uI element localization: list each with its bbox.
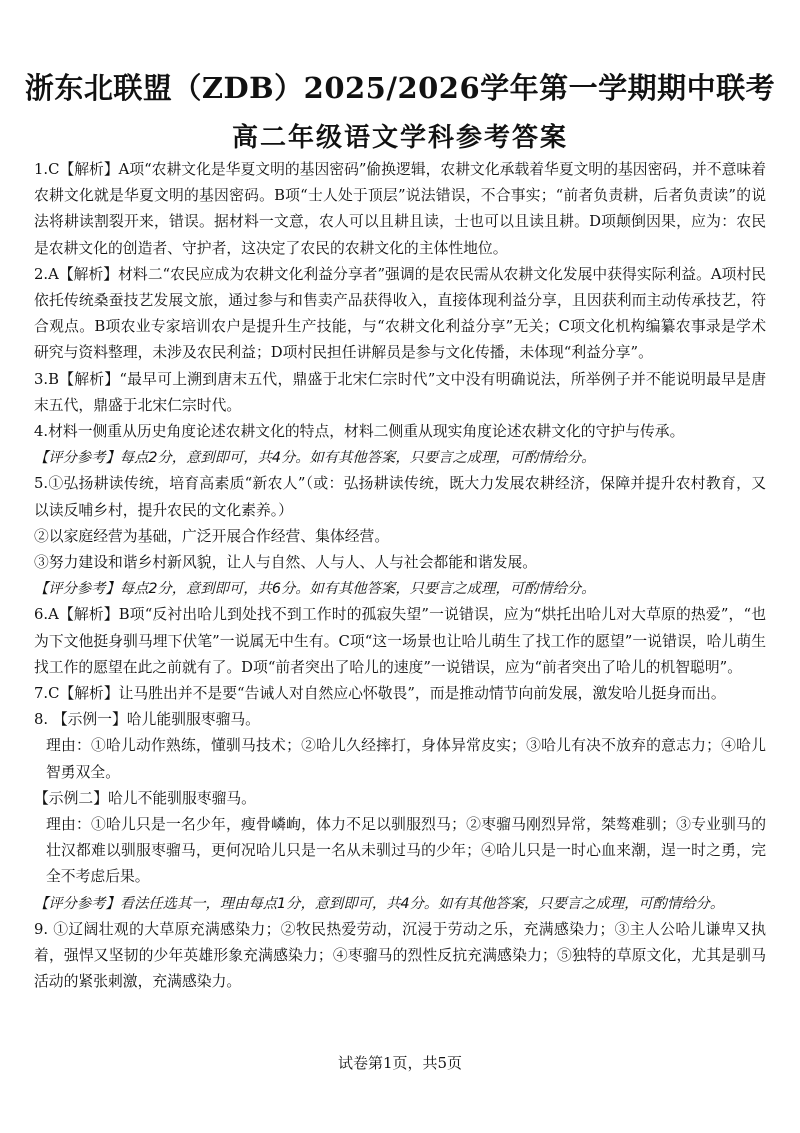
scoring-reference-8: 【评分参考】看法任选其一，理由每点1分，意到即可，共4分。如有其他答案，只要言之成理，可酌情给分。 [34,895,725,912]
page-number: 试卷第1页，共5页 [337,1054,463,1072]
answer-item-8-reason-1: 理由：①哈儿动作熟练，懂驯马技术；②哈儿久经摔打，身体异常皮实；③哈儿有决不放弃的意志力；④哈儿智勇双全。 [46,737,766,781]
answer-item-4: 4.材料一侧重从历史角度论述农耕文化的特点，材料二侧重从现实角度论述农耕文化的守护与传承。 [34,423,685,441]
answer-item-5-point-2: ②以家庭经营为基础，广泛开展合作经营、集体经营。 [34,527,390,545]
answer-item-2: 2.A【解析】材料二“农民应成为农耕文化利益分享者”强调的是农民需从农耕文化发展中获得实际利益。A项村民依托传统桑蚕技艺发展文旅，通过参与和售卖产品获得收入，直接体现利益分享，且因获利而主动传承技艺，符合观点。B项农业专家培训农户是提升生产技能，与“农耕文化利益分享”无关；C项文化机构编纂农事录是学术研究与资料整理，未涉及农民利益；D项村民担任讲解员是参与文化传播，未体现“利益分享”。 [34,265,766,362]
answer-item-8-reason-2: 理由：①哈儿只是一名少年，瘦骨嶙峋，体力不足以驯服烈马；②枣骝马刚烈异常，桀骜难驯；③专业驯马的壮汉都难以驯服枣骝马，更何况哈儿只是一名从未驯过马的少年；④哈儿只是一时心血来潮，逞一时之勇，完全不考虑后果。 [46,816,766,886]
document-subtitle: 高二年级语文学科参考答案 [231,123,568,153]
document-title: 浙东北联盟（ZDB）2025/2026学年第一学期期中联考 [24,71,776,105]
answer-item-1: 1.C【解析】A项“农耕文化是华夏文明的基因密码”偷换逻辑，农耕文化承载着华夏文明的基因密码，并不意味着农耕文化就是华夏文明的基因密码。B项“士人处于顶层”说法错误，不合事实；“前者负责耕，后者负责读”的说法将耕读割裂开来，错误。据材料一文意，农人可以且耕且读，士也可以且读且耕。D项颠倒因果，应为：农民是农耕文化的创造者、守护者，这决定了农民的农耕文化的主体性地位。 [34,161,766,257]
answer-item-9: 9. ①辽阔壮观的大草原充满感染力；②牧民热爱劳动，沉浸于劳动之乐，充满感染力；③主人公哈儿谦卑又执着，强悍又坚韧的少年英雄形象充满感染力；④枣骝马的烈性反抗充满感染力；⑤独特的草原文化，尤其是驯马活动的紧张刺激，充满感染力。 [34,920,766,991]
answer-item-5-point-3: ③努力建设和谐乡村新风貌，让人与自然、人与人、人与社会都能和谐发展。 [34,554,538,572]
answer-item-8-example-2: 【示例二】哈儿不能驯服枣骝马。 [34,789,256,807]
answer-item-8-example-1: 8. 【示例一】哈儿能驯服枣骝马。 [34,711,260,729]
answer-item-5-point-1: 5.①弘扬耕读传统，培育高素质“新农人”（或：弘扬耕读传统，既大力发展农耕经济，保障并提升农村教育，又以读反哺乡村，提升农民的文化素养。） [34,475,766,519]
answer-item-3: 3.B【解析】“最早可上溯到唐末五代，鼎盛于北宋仁宗时代”文中没有明确说法，所举例子并不能说明最早是唐末五代，鼎盛于北宋仁宗时代。 [34,370,766,414]
answer-item-6: 6.A【解析】B项“反衬出哈儿到处找不到工作时的孤寂失望”一说错误，应为“烘托出哈儿对大草原的热爱”，“也为下文他挺身驯马埋下伏笔”一说属无中生有。C项“这一场景也让哈儿萌生了找工作的愿望”一说错误，哈儿萌生找工作的愿望在此之前就有了。D项“前者突出了哈儿的速度”一说错误，应为“前者突出了哈儿的机智聪明”。 [34,606,766,676]
answer-list [34,157,766,996]
answer-item-7: 7.C【解析】让马胜出并不是要“告诫人对自然应心怀敬畏”，而是推动情节向前发展，激发哈儿挺身而出。 [34,685,726,703]
scoring-reference-4: 【评分参考】每点2分，意到即可，共4分。如有其他答案，只要言之成理，可酌情给分。 [34,450,596,467]
scoring-reference-5: 【评分参考】每点2分，意到即可，共6分。如有其他答案，只要言之成理，可酌情给分。 [34,581,596,598]
